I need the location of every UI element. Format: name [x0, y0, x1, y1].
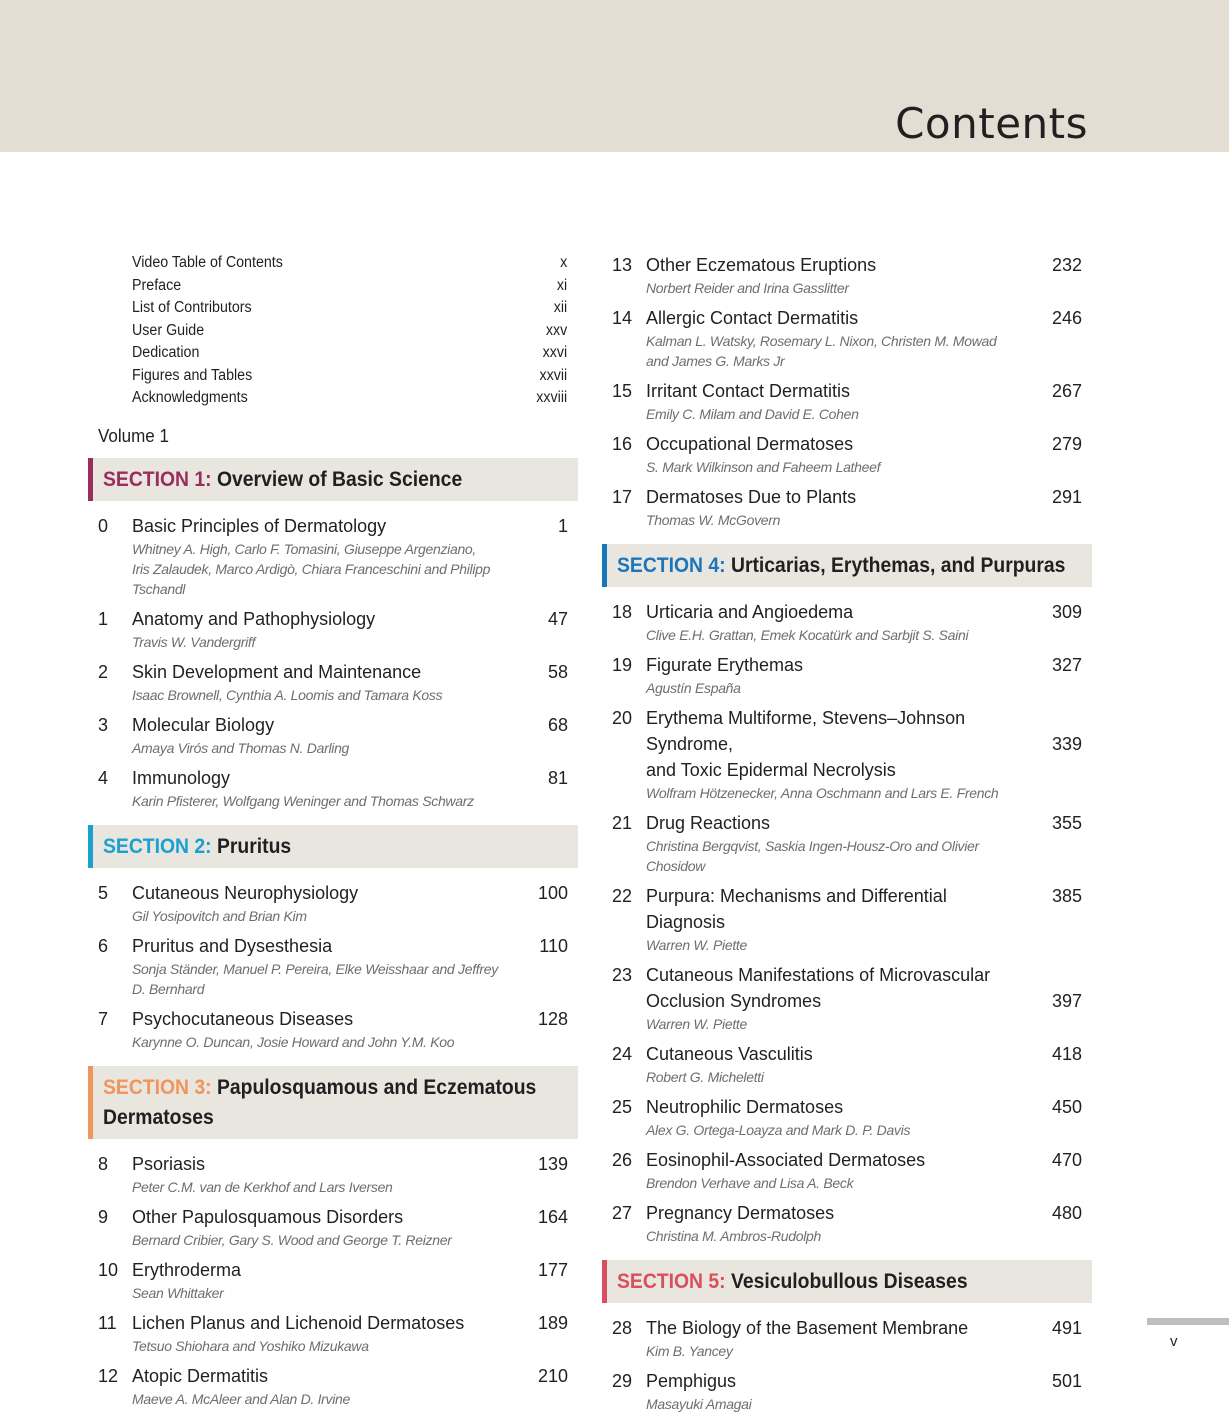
toc-entry[interactable]	[602, 1094, 1092, 1140]
chapter-number: 14	[612, 308, 633, 328]
section-entries	[88, 513, 578, 811]
page-number: v	[1170, 1333, 1178, 1350]
chapter-authors: Christina Bergqvist, Saskia Ingen-Housz-Oro and Olivier Chosidow	[646, 838, 979, 874]
chapter-text	[646, 883, 1026, 955]
chapter-number: 13	[612, 255, 633, 275]
chapter-title: Skin Development and Maintenance	[132, 661, 422, 682]
chapter-text	[646, 431, 1026, 477]
chapter-page: 309	[1051, 602, 1082, 622]
chapter-title: Irritant Contact Dermatitis	[646, 381, 851, 401]
front-matter-item[interactable]	[132, 387, 567, 410]
chapter-authors: and James G. Marks Jr	[646, 353, 785, 369]
chapter-title: Pruritus and Dysesthesia	[132, 935, 333, 956]
toc-entry[interactable]	[602, 1147, 1092, 1193]
chapter-authors: Maeve A. McAleer and Alan D. Irvine	[132, 1390, 351, 1407]
chapter-title: Psoriasis	[132, 1153, 206, 1174]
chapter-title: Psychocutaneous Diseases	[132, 1008, 354, 1029]
chapter-page: 232	[1051, 255, 1082, 275]
chapter-text	[132, 606, 512, 652]
chapter-authors: Warren W. Piette	[646, 1016, 748, 1032]
section-name: Pruritus	[216, 833, 292, 858]
chapter-number: 26	[612, 1150, 633, 1170]
chapter-title: Figurate Erythemas	[646, 655, 804, 675]
chapter-page: 397	[1051, 991, 1082, 1011]
chapter-authors: Isaac Brownell, Cynthia A. Loomis and Tamara Koss	[132, 686, 443, 703]
chapter-number: 18	[612, 602, 633, 622]
toc-entry[interactable]	[88, 1310, 578, 1356]
chapter-title: Lichen Planus and Lichenoid Dermatoses	[132, 1312, 465, 1333]
front-matter-item[interactable]	[132, 252, 567, 275]
chapter-number: 0	[98, 515, 109, 536]
chapter-title: Occupational Dermatoses	[646, 434, 854, 454]
chapter-number: 24	[612, 1044, 633, 1064]
chapter-number: 28	[612, 1318, 633, 1338]
chapter-authors: Kalman L. Watsky, Rosemary L. Nixon, Christen M. Mowad	[646, 333, 997, 349]
section-heading-5	[602, 1260, 1092, 1303]
chapter-number: 3	[98, 714, 109, 735]
chapter-number: 23	[612, 965, 633, 985]
chapter-title: Cutaneous Manifestations of Microvascular	[646, 965, 991, 985]
section-label: SECTION 5:	[617, 1269, 726, 1293]
section-name: Overview of Basic Science	[216, 466, 463, 491]
chapter-number: 16	[612, 434, 633, 454]
chapter-page: 210	[537, 1365, 568, 1386]
chapter-page: 450	[1051, 1097, 1082, 1117]
chapter-title: The Biology of the Basement Membrane	[646, 1318, 969, 1338]
toc-entry[interactable]	[88, 880, 578, 926]
chapter-number: 20	[612, 708, 633, 728]
front-matter-page: x	[560, 254, 568, 271]
chapter-text	[646, 378, 1026, 424]
chapter-page: 470	[1051, 1150, 1082, 1170]
chapter-text	[132, 880, 512, 926]
section-name: Urticarias, Erythemas, and Purpuras	[730, 553, 1066, 577]
chapter-title: Allergic Contact Dermatitis	[646, 308, 859, 328]
toc-entry[interactable]	[88, 1006, 578, 1052]
chapter-page: 189	[537, 1312, 568, 1333]
chapter-authors: Agustín España	[646, 680, 741, 696]
front-matter-page: xxvii	[539, 366, 568, 384]
chapter-authors: Christina M. Ambros-Rudolph	[646, 1228, 822, 1244]
section-label: SECTION 1:	[103, 466, 212, 491]
page-title: Contents	[895, 99, 1088, 148]
chapter-authors: Tetsuo Shiohara and Yoshiko Mizukawa	[132, 1337, 369, 1354]
section-entries	[602, 1315, 1092, 1414]
front-matter-label: Acknowledgments	[132, 389, 248, 406]
front-matter-item[interactable]	[132, 275, 567, 298]
front-matter-item[interactable]	[132, 297, 567, 320]
chapter-text	[646, 1368, 1026, 1414]
chapter-text	[646, 962, 1026, 1034]
front-matter-page: xxv	[545, 321, 568, 339]
chapter-text	[646, 652, 1026, 698]
chapter-page: 58	[547, 661, 568, 682]
chapter-text	[646, 599, 1026, 645]
chapter-text	[132, 1363, 512, 1409]
chapter-title: Purpura: Mechanisms and Differential Diagnosis	[646, 886, 947, 932]
section-heading-4	[602, 544, 1092, 587]
chapter-authors: Thomas W. McGovern	[646, 512, 781, 528]
right-column	[602, 252, 1092, 1428]
chapter-page: 1	[557, 515, 568, 536]
toc-entry[interactable]	[88, 765, 578, 811]
chapter-text	[646, 810, 1026, 876]
chapter-page: 501	[1051, 1371, 1082, 1391]
front-matter-item[interactable]	[132, 342, 567, 365]
toc-entry[interactable]	[602, 1041, 1092, 1087]
front-matter-page: xi	[556, 276, 568, 294]
chapter-page: 355	[1051, 813, 1082, 833]
chapter-page: 267	[1051, 381, 1082, 401]
chapter-authors: Whitney A. High, Carlo F. Tomasini, Giuseppe Argenziano,	[132, 540, 477, 557]
chapter-page: 246	[1051, 308, 1082, 328]
chapter-page: 177	[537, 1259, 568, 1280]
chapter-text	[646, 305, 1026, 371]
chapter-text	[646, 1147, 1026, 1193]
chapter-page: 291	[1051, 487, 1082, 507]
section-heading-1	[88, 458, 578, 501]
section-entries	[88, 880, 578, 1052]
chapter-title: Eosinophil-Associated Dermatoses	[646, 1150, 926, 1170]
toc-entry[interactable]	[602, 1368, 1092, 1414]
front-matter-page: xii	[553, 299, 568, 316]
chapter-authors: Amaya Virós and Thomas N. Darling	[132, 739, 350, 756]
chapter-page: 480	[1051, 1203, 1082, 1223]
section-name: Papulosquamous and Eczematous	[216, 1074, 537, 1099]
toc-entry[interactable]	[88, 659, 578, 705]
toc-entry[interactable]	[88, 1151, 578, 1197]
chapter-page: 279	[1051, 434, 1082, 454]
toc-entry[interactable]	[88, 513, 578, 599]
chapter-title: Immunology	[132, 767, 231, 788]
toc-entry[interactable]	[602, 378, 1092, 424]
chapter-authors: Masayuki Amagai	[646, 1396, 752, 1412]
chapter-number: 11	[98, 1312, 117, 1333]
chapter-title: Erythema Multiforme, Stevens–Johnson Syndrome,	[646, 708, 966, 754]
front-matter-item[interactable]	[132, 365, 567, 388]
chapter-page: 385	[1051, 886, 1082, 906]
toc-entry[interactable]	[602, 1200, 1092, 1246]
chapter-authors: Warren W. Piette	[646, 937, 748, 953]
chapter-number: 29	[612, 1371, 633, 1391]
chapter-number: 2	[98, 661, 109, 682]
chapter-authors: Clive E.H. Grattan, Emek Kocatürk and Sarbjit S. Saini	[646, 627, 969, 643]
chapter-text	[646, 484, 1026, 530]
volume-heading: Volume 1	[98, 424, 169, 446]
chapter-text	[132, 1310, 512, 1356]
chapter-title: Anatomy and Pathophysiology	[132, 608, 376, 629]
toc-entry[interactable]	[602, 810, 1092, 876]
chapter-page: 418	[1051, 1044, 1082, 1064]
toc-entry[interactable]	[602, 599, 1092, 645]
chapter-number: 6	[98, 935, 109, 956]
toc-entry[interactable]	[602, 883, 1092, 955]
chapter-number: 19	[612, 655, 633, 675]
front-matter-label: Dedication	[132, 344, 200, 361]
chapter-text	[132, 1204, 512, 1250]
chapter-text	[646, 1041, 1026, 1087]
chapter-title: Dermatoses Due to Plants	[646, 487, 857, 507]
section-heading-3	[88, 1066, 578, 1139]
chapter-number: 21	[612, 813, 633, 833]
chapter-number: 8	[98, 1153, 109, 1174]
chapter-authors: Alex G. Ortega-Loayza and Mark D. P. Davis	[646, 1122, 911, 1138]
chapter-page: 139	[537, 1153, 568, 1174]
page-tab-marker	[1147, 1318, 1229, 1325]
toc-entry[interactable]	[88, 1363, 578, 1409]
chapter-title: Cutaneous Vasculitis	[646, 1044, 813, 1064]
front-matter-label: Preface	[132, 276, 182, 294]
chapter-text	[132, 659, 512, 705]
toc-entry[interactable]	[88, 712, 578, 758]
chapter-title: Basic Principles of Dermatology	[132, 515, 387, 536]
chapter-number: 12	[98, 1365, 119, 1386]
chapter-authors: Robert G. Micheletti	[646, 1069, 764, 1085]
toc-entry[interactable]	[88, 933, 578, 999]
chapter-authors: Emily C. Milam and David E. Cohen	[646, 406, 859, 422]
chapter-text	[132, 712, 512, 758]
front-matter-label: List of Contributors	[132, 299, 252, 316]
chapter-title: Urticaria and Angioedema	[646, 602, 854, 622]
chapter-authors: Gil Yosipovitch and Brian Kim	[132, 907, 307, 924]
toc-entry[interactable]	[88, 606, 578, 652]
chapter-number: 9	[98, 1206, 109, 1227]
chapter-text	[646, 1200, 1026, 1246]
section-label: SECTION 2:	[103, 833, 212, 858]
chapter-page: 164	[537, 1206, 568, 1227]
chapter-page: 47	[547, 608, 568, 629]
chapter-page: 100	[537, 882, 568, 903]
chapter-title: Pregnancy Dermatoses	[646, 1203, 835, 1223]
front-matter-page: xxvi	[542, 344, 568, 361]
chapter-number: 22	[612, 886, 633, 906]
chapter-number: 10	[98, 1259, 119, 1280]
section-label: SECTION 3:	[103, 1074, 212, 1099]
chapter-number: 4	[98, 767, 109, 788]
toc-entry[interactable]	[602, 305, 1092, 371]
chapter-page: 81	[547, 767, 568, 788]
toc-entry[interactable]	[602, 484, 1092, 530]
chapter-number: 15	[612, 381, 633, 401]
chapter-authors: Kim B. Yancey	[646, 1343, 733, 1359]
chapter-title: Cutaneous Neurophysiology	[132, 882, 359, 903]
chapter-text	[646, 1315, 1026, 1361]
chapter-title: Other Eczematous Eruptions	[646, 255, 877, 275]
section-entries	[602, 599, 1092, 1246]
chapter-authors: Peter C.M. van de Kerkhof and Lars Iversen	[132, 1178, 393, 1195]
chapter-text	[132, 933, 512, 999]
chapter-number: 27	[612, 1203, 633, 1223]
section-heading-2	[88, 825, 578, 868]
chapter-authors: Brendon Verhave and Lisa A. Beck	[646, 1175, 854, 1191]
chapter-number: 7	[98, 1008, 109, 1029]
chapter-authors: S. Mark Wilkinson and Faheem Latheef	[646, 459, 881, 475]
section-3-continued	[602, 252, 1092, 530]
chapter-text	[646, 705, 1026, 803]
chapter-title: Atopic Dermatitis	[132, 1365, 269, 1386]
front-matter-label: User Guide	[132, 321, 205, 339]
chapter-number: 5	[98, 882, 109, 903]
chapter-page: 339	[1051, 734, 1082, 754]
front-matter-label: Video Table of Contents	[132, 254, 283, 271]
chapter-authors: Karynne O. Duncan, Josie Howard and John Y.M. Koo	[132, 1033, 455, 1050]
chapter-text	[132, 1257, 512, 1303]
chapter-text	[132, 765, 512, 811]
section-entries	[88, 1151, 578, 1409]
chapter-page: 491	[1051, 1318, 1082, 1338]
chapter-page: 110	[539, 935, 568, 956]
chapter-authors: Karin Pfisterer, Wolfgang Weninger and Thomas Schwarz	[132, 792, 474, 809]
section-name-line2: Dermatoses	[103, 1104, 214, 1129]
front-matter-page: xxviii	[536, 389, 568, 406]
chapter-authors: Iris Zalaudek, Marco Ardigò, Chiara Franceschini and Philipp Tschandl	[132, 560, 491, 597]
chapter-authors: Wolfram Hötzenecker, Anna Oschmann and Lars E. French	[646, 785, 999, 801]
right-sections	[602, 544, 1092, 1414]
toc-entry[interactable]	[602, 252, 1092, 298]
chapter-text	[132, 1006, 512, 1052]
front-matter-list	[88, 252, 578, 410]
chapter-title: Drug Reactions	[646, 813, 771, 833]
chapter-authors: Norbert Reider and Irina Gasslitter	[646, 280, 849, 296]
chapter-authors: Sean Whittaker	[132, 1284, 224, 1301]
chapter-number: 25	[612, 1097, 633, 1117]
chapter-title-line2: and Toxic Epidermal Necrolysis	[646, 760, 896, 780]
toc-entry[interactable]	[602, 1315, 1092, 1361]
chapter-text	[132, 513, 512, 599]
chapter-page: 327	[1051, 655, 1082, 675]
toc-entry[interactable]	[602, 705, 1092, 803]
chapter-title: Molecular Biology	[132, 714, 275, 735]
front-matter-item[interactable]	[132, 320, 567, 343]
front-matter-label: Figures and Tables	[132, 366, 253, 384]
chapter-title: Pemphigus	[646, 1371, 737, 1391]
section-name: Vesiculobullous Diseases	[730, 1269, 968, 1293]
left-sections	[88, 458, 578, 1409]
toc-entry[interactable]	[88, 1204, 578, 1250]
chapter-number: 1	[98, 608, 109, 629]
chapter-title: Erythroderma	[132, 1259, 242, 1280]
toc-entry[interactable]	[88, 1257, 578, 1303]
toc-entry[interactable]	[602, 962, 1092, 1034]
chapter-text	[646, 1094, 1026, 1140]
chapter-authors: Travis W. Vandergriff	[132, 633, 256, 650]
toc-entry[interactable]	[602, 431, 1092, 477]
chapter-number: 17	[612, 487, 633, 507]
chapter-page: 128	[537, 1008, 568, 1029]
chapter-title: Neutrophilic Dermatoses	[646, 1097, 844, 1117]
chapter-authors: Bernard Cribier, Gary S. Wood and George T. Reizner	[132, 1231, 452, 1248]
chapter-text	[132, 1151, 512, 1197]
chapter-title-line2: Occlusion Syndromes	[646, 991, 822, 1011]
chapter-text	[646, 252, 1026, 298]
chapter-authors: Sonja Ständer, Manuel P. Pereira, Elke Weisshaar and Jeffrey D. Bernhard	[132, 960, 498, 997]
left-column	[88, 252, 578, 1423]
chapter-page: 68	[547, 714, 568, 735]
toc-entry[interactable]	[602, 652, 1092, 698]
section-label: SECTION 4:	[617, 553, 726, 577]
chapter-title: Other Papulosquamous Disorders	[132, 1206, 404, 1227]
